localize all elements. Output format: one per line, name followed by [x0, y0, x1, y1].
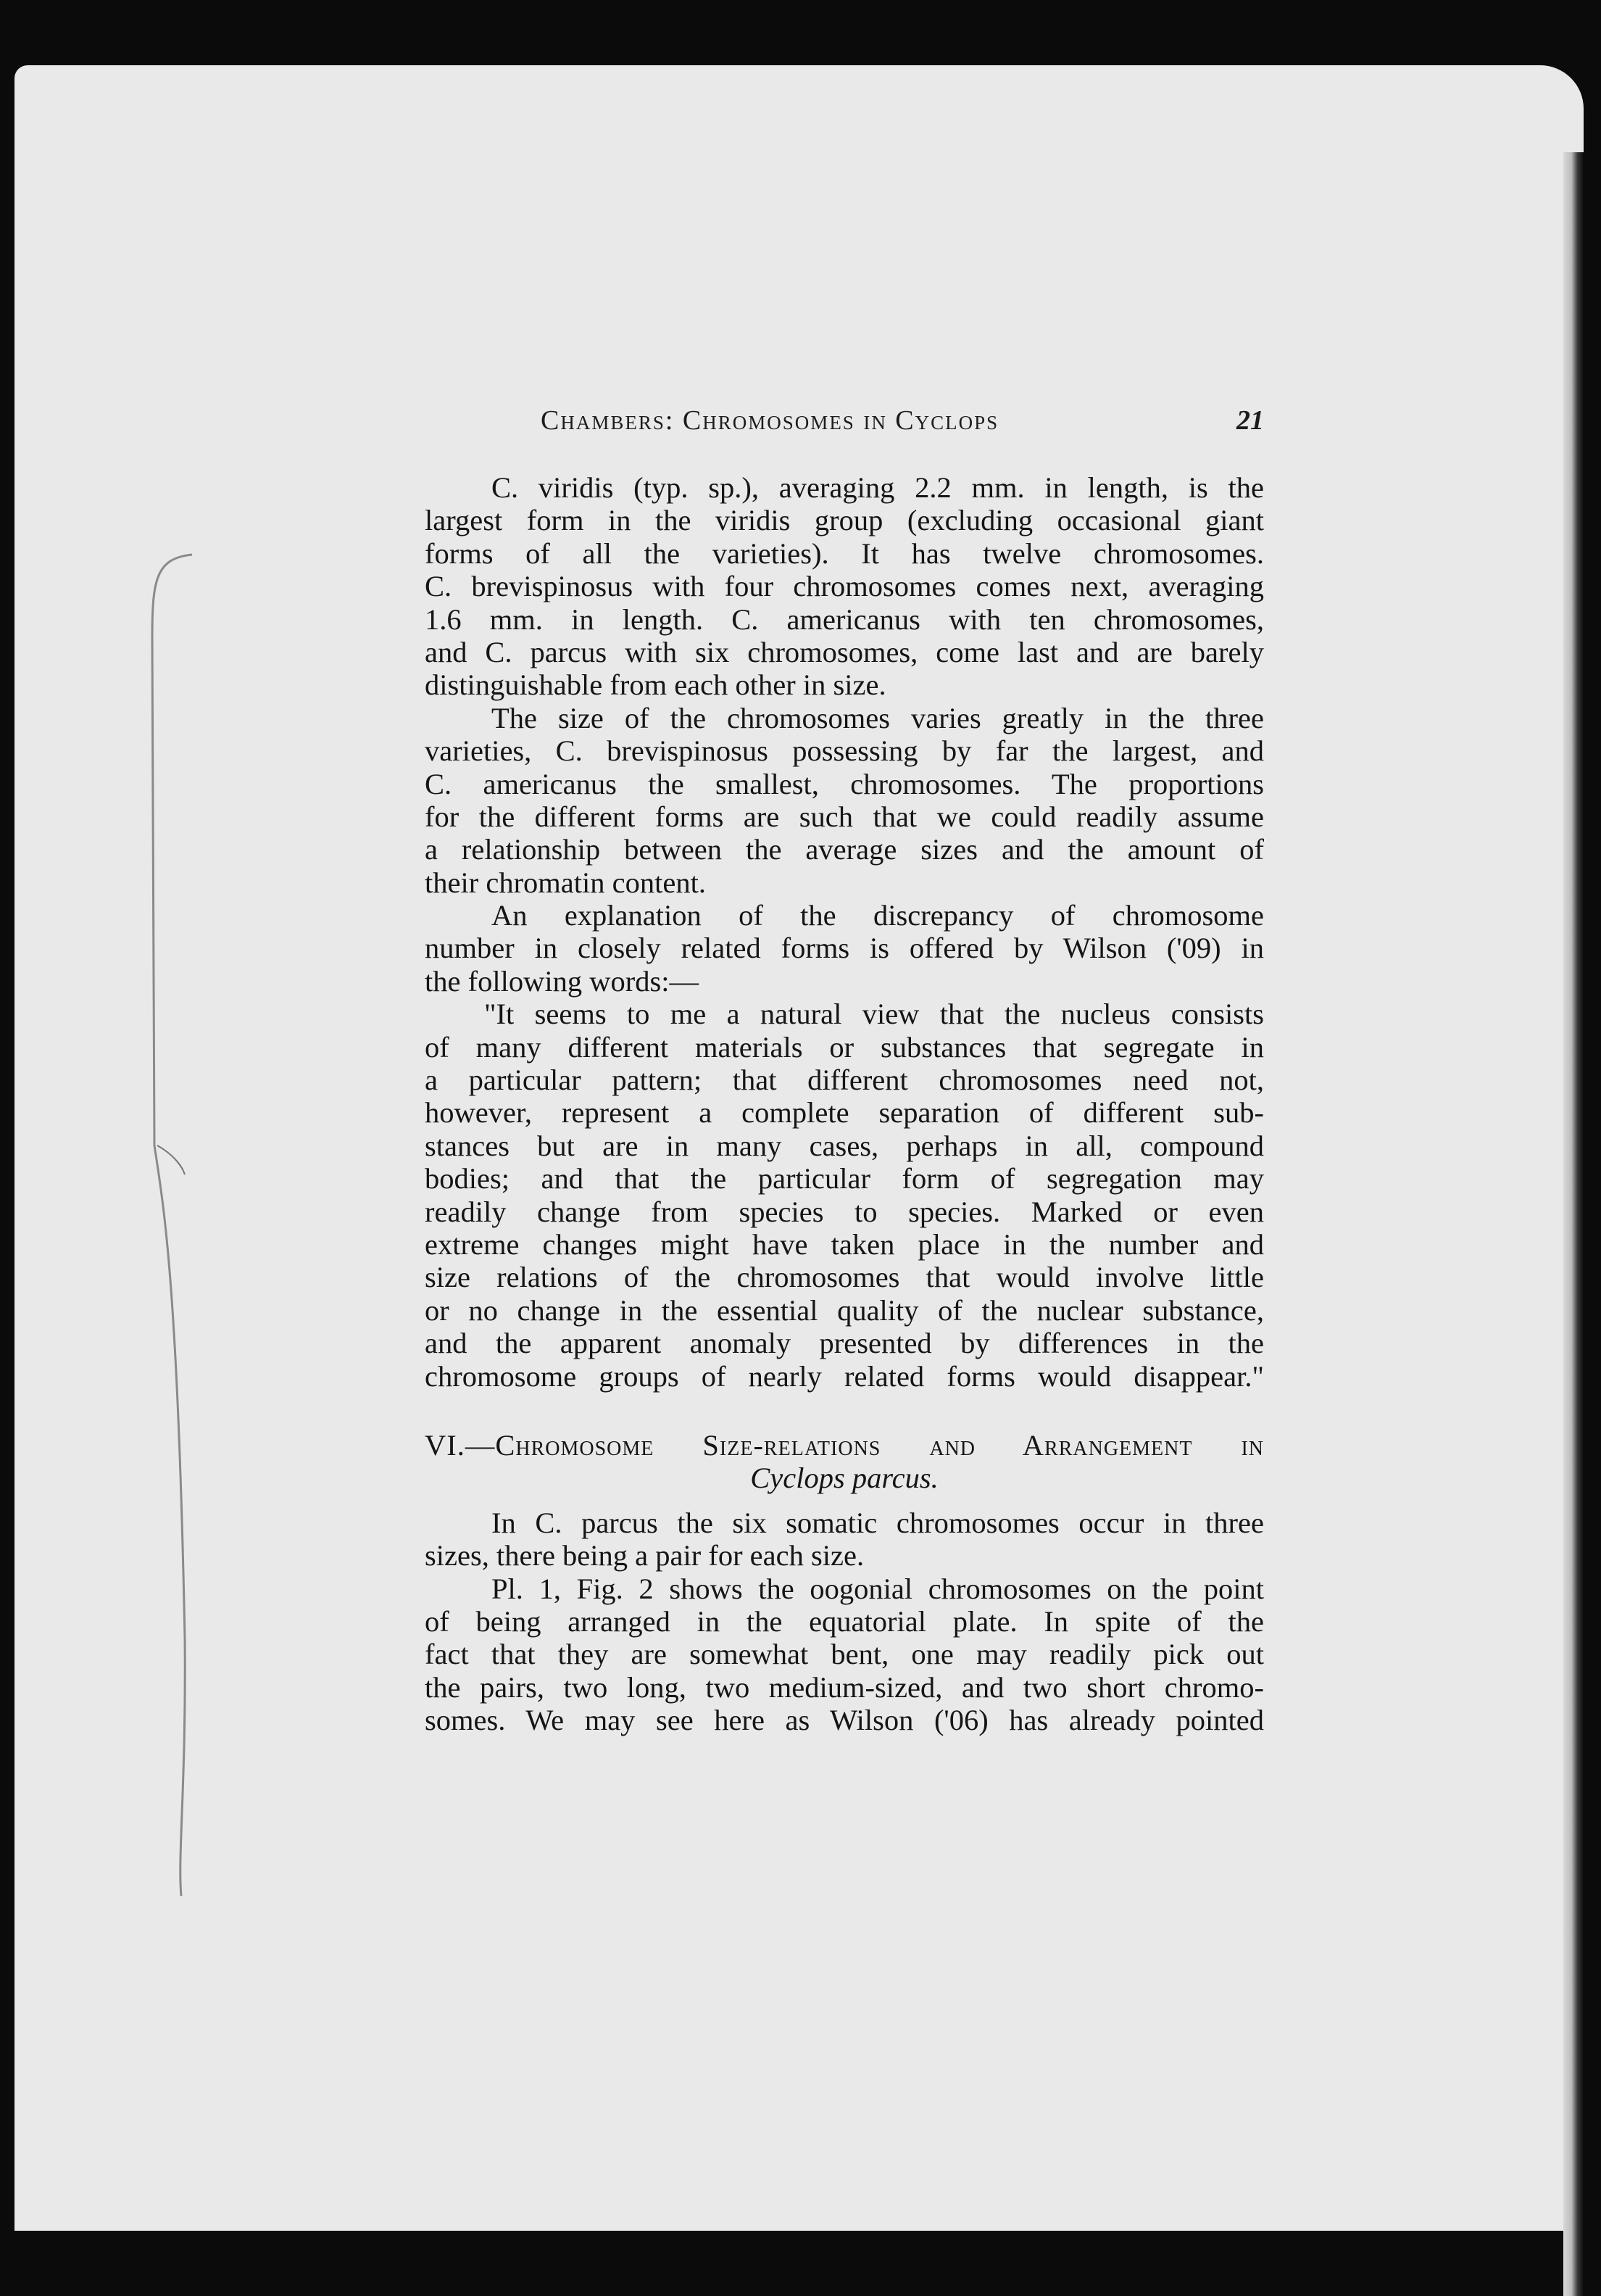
text-line: chromosome groups of nearly related forms would disappear." [425, 1359, 1264, 1393]
page-edge [1563, 152, 1584, 2296]
text-line: An explanation of the discrepancy of chromosome [491, 899, 1264, 932]
text-line: fact that they are somewhat bent, one may readily pick out [425, 1638, 1264, 1671]
text-line: forms of all the varieties). It has twelve chromosomes. [425, 536, 1264, 570]
text-line: "It seems to me a natural view that the nucleus consists [484, 998, 1264, 1031]
paragraph [425, 899, 1264, 998]
text-line: 1.6 mm. in length. C. americanus with ten chromosomes, [425, 602, 1264, 636]
text-line: of many different materials or substances that segregate in [425, 1030, 1264, 1064]
text-line: readily change from species to species. Marked or even [425, 1195, 1264, 1228]
text-line: and the apparent anomaly presented by differences in the [425, 1327, 1264, 1360]
text-line: somes. We may see here as Wilson ('06) has already pointed [425, 1704, 1264, 1737]
text-line: Pl. 1, Fig. 2 shows the oogonial chromosomes on the point [491, 1572, 1264, 1605]
section-heading-line: VI.—Chromosome Size-relations and Arrangement in [425, 1428, 1264, 1462]
text-line: extreme changes might have taken place in the number and [425, 1227, 1264, 1261]
text-line: the following words:— [425, 964, 699, 998]
text-line: their chromatin content. [425, 866, 706, 899]
text-line: C. americanus the smallest, chromosomes. The proportions [425, 767, 1264, 800]
section-heading [425, 1429, 1264, 1495]
text-line: The size of the chromosomes varies greatly in the three [491, 701, 1264, 734]
text-line: distinguishable from each other in size. [425, 668, 886, 702]
paragraph [425, 471, 1264, 702]
text-line: a particular pattern; that different chromosomes need not, [425, 1064, 1264, 1097]
text-line: largest form in the viridis group (excluding occasional giant [425, 504, 1264, 537]
text-line: of being arranged in the equatorial plate. In spite of the [425, 1604, 1264, 1638]
body-text [425, 471, 1264, 1736]
paragraph [425, 702, 1264, 899]
book-page [14, 65, 1584, 2231]
text-line: number in closely related forms is offered by Wilson ('09) in [425, 932, 1264, 965]
text-line: however, represent a complete separation of different sub- [425, 1096, 1264, 1130]
text-line: C. brevispinosus with four chromosomes comes next, averaging [425, 570, 1264, 603]
text-line: varieties, C. brevispinosus possessing by far the largest, and [425, 734, 1264, 768]
text-line: bodies; and that the particular form of segregation may [425, 1162, 1264, 1195]
text-line: the pairs, two long, two medium-sized, and two short chromo- [425, 1670, 1264, 1704]
text-line: sizes, there being a pair for each size. [425, 1539, 865, 1572]
text-line: a relationship between the average sizes and the amount of [425, 833, 1264, 866]
text-line: for the different forms are such that we could readily assume [425, 800, 1264, 833]
text-line: stances but are in many cases, perhaps in all, compound [425, 1129, 1264, 1162]
section-heading-subtitle: Cyclops parcus. [750, 1462, 939, 1495]
text-line: and C. parcus with six chromosomes, come last and are barely [425, 635, 1264, 668]
page-header [425, 405, 1264, 448]
text-line: In C. parcus the six somatic chromosomes occur in three [491, 1506, 1264, 1539]
running-head: Chambers: Chromosomes in Cyclops [541, 405, 999, 436]
text-line: or no change in the essential quality of the nuclear substance, [425, 1293, 1264, 1327]
text-line: C. viridis (typ. sp.), averaging 2.2 mm. in length, is the [491, 471, 1264, 504]
binding-thread [141, 551, 221, 1899]
paragraph [425, 1507, 1264, 1572]
page-number: 21 [1236, 405, 1264, 436]
block-quote [425, 998, 1264, 1393]
text-line: size relations of the chromosomes that would involve little [425, 1261, 1264, 1294]
paragraph [425, 1572, 1264, 1737]
